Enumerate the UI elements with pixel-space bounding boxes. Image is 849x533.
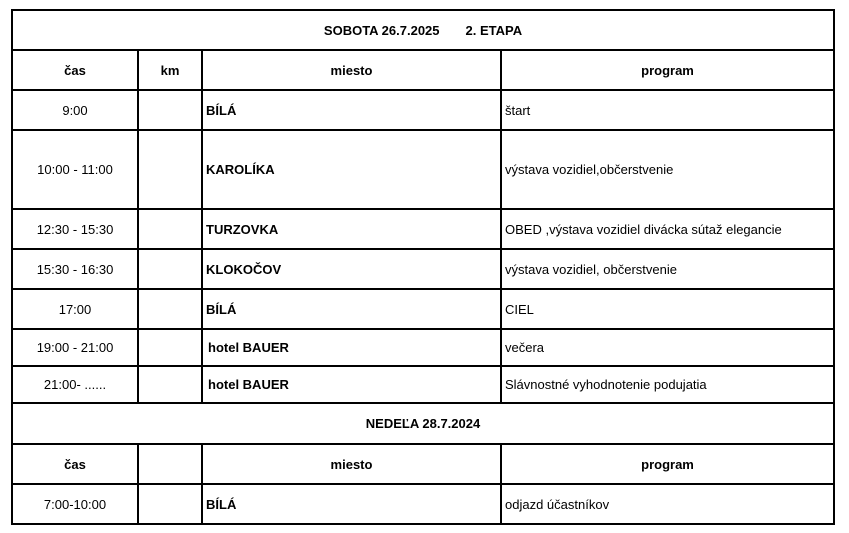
program-cell: výstava vozidiel, občerstvenie (501, 249, 834, 289)
place-cell: KAROLÍKA (202, 130, 501, 209)
col-header-program: program (501, 444, 834, 484)
place-cell: BÍLÁ (202, 289, 501, 329)
col-header-miesto: miesto (202, 50, 501, 90)
place-cell: BÍLÁ (202, 484, 501, 524)
time-cell: 12:30 - 15:30 (12, 209, 138, 249)
col-header-cas: čas (12, 50, 138, 90)
col-header-km (138, 444, 202, 484)
table-row (12, 289, 834, 329)
table-row (12, 249, 834, 289)
col-header-km: km (138, 50, 202, 90)
program-cell: odjazd účastníkov (501, 484, 834, 524)
day1-stage: 2. ETAPA (465, 22, 523, 38)
program-cell: OBED ,výstava vozidiel divácka sútaž elegancie (501, 209, 834, 249)
table-row (12, 366, 834, 403)
time-cell: 17:00 (12, 289, 138, 329)
km-cell (138, 130, 202, 209)
program-cell: Slávnostné vyhodnotenie podujatia (501, 366, 834, 403)
place-cell: hotel BAUER (202, 329, 501, 366)
place-cell: hotel BAUER (202, 366, 501, 403)
program-cell: štart (501, 90, 834, 130)
program-cell: večera (501, 329, 834, 366)
table-row (12, 209, 834, 249)
table-row (12, 130, 834, 209)
day1-header-row (12, 50, 834, 90)
time-cell: 10:00 - 11:00 (12, 130, 138, 209)
day1-date: SOBOTA 26.7.2025 (323, 22, 440, 38)
day2-title: NEDEĽA 28.7.2024 (12, 403, 834, 444)
col-header-cas: čas (12, 444, 138, 484)
day2-title-row (12, 403, 834, 444)
place-cell: BÍLÁ (202, 90, 501, 130)
table-row (12, 484, 834, 524)
table-row (12, 90, 834, 130)
time-cell: 7:00-10:00 (12, 484, 138, 524)
km-cell (138, 90, 202, 130)
time-cell: 9:00 (12, 90, 138, 130)
place-cell: KLOKOČOV (202, 249, 501, 289)
program-cell: výstava vozidiel,občerstvenie (501, 130, 834, 209)
km-cell (138, 249, 202, 289)
table-row (12, 329, 834, 366)
km-cell (138, 289, 202, 329)
time-cell: 21:00- ...... (12, 366, 138, 403)
place-cell: TURZOVKA (202, 209, 501, 249)
day1-title (12, 10, 834, 50)
day2-header-row (12, 444, 834, 484)
day1-title-row (12, 10, 834, 50)
col-header-program: program (501, 50, 834, 90)
km-cell (138, 484, 202, 524)
km-cell (138, 209, 202, 249)
time-cell: 19:00 - 21:00 (12, 329, 138, 366)
program-cell: CIEL (501, 289, 834, 329)
schedule-table (11, 9, 835, 525)
col-header-miesto: miesto (202, 444, 501, 484)
km-cell (138, 366, 202, 403)
km-cell (138, 329, 202, 366)
time-cell: 15:30 - 16:30 (12, 249, 138, 289)
